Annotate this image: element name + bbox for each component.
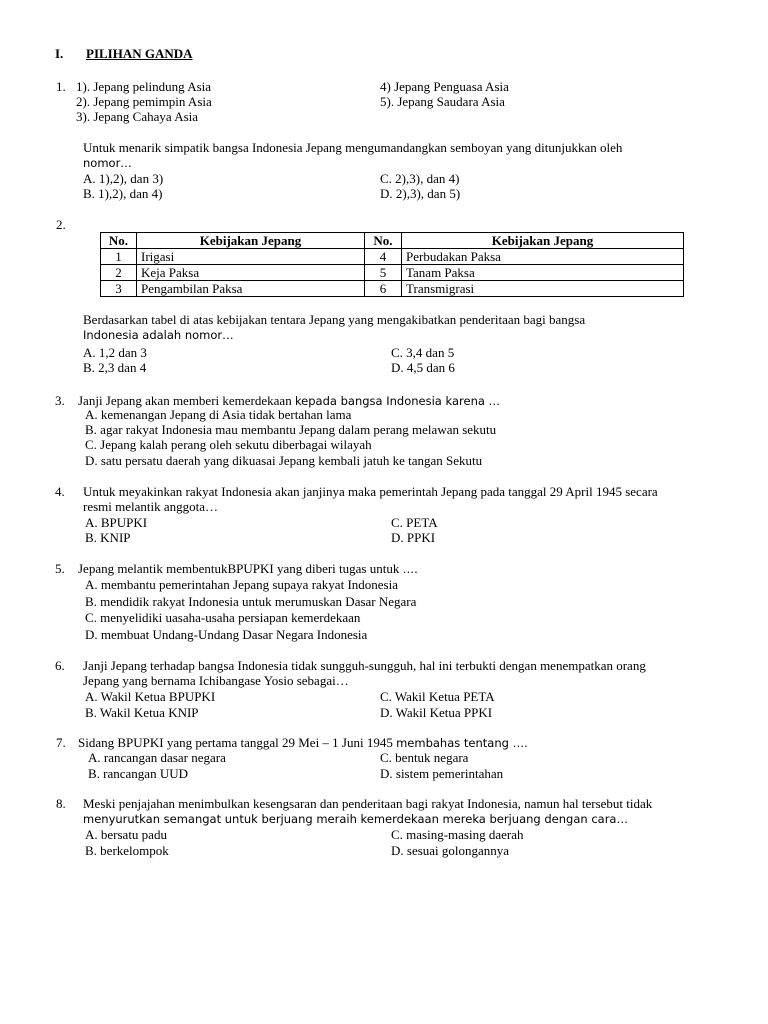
question-number: 1.: [56, 79, 66, 94]
table-cell: 4: [365, 249, 402, 265]
answer-option-b: B. Wakil Ketua KNIP: [85, 705, 199, 720]
statement-item: 5). Jepang Saudara Asia: [380, 94, 505, 109]
table-cell: Transmigrasi: [402, 281, 684, 297]
section-title: PILIHAN GANDA: [86, 46, 193, 61]
question-number: 7.: [56, 735, 66, 750]
answer-option-d: D. 2),3), dan 5): [380, 186, 461, 201]
table-header-row: [101, 233, 684, 249]
answer-option-d: D. Wakil Ketua PPKI: [380, 705, 493, 720]
table-cell: 1: [101, 249, 137, 265]
table-cell: Keja Paksa: [137, 265, 365, 281]
table-header: Kebijakan Jepang: [137, 233, 365, 249]
answer-option-c: C. masing-masing daerah: [391, 827, 524, 842]
answer-option-d: D. sistem pemerintahan: [380, 766, 504, 781]
question-text: [78, 561, 418, 577]
question-text-part: Sidang BPUPKI yang pertama tanggal 29 Mei – 1 Juni 1945: [78, 735, 397, 750]
answer-option-a: A. rancangan dasar negara: [88, 750, 226, 765]
answer-option-b: B. rancangan UUD: [88, 766, 188, 781]
question-number: 3.: [55, 393, 65, 408]
question-text-part: Jepang melantik membentukBPUPKI yang diberi tugas untuk: [78, 561, 403, 576]
table-row: [101, 249, 684, 265]
question-text-cont: [83, 499, 218, 515]
policy-table: [100, 232, 684, 297]
question-text-part: kepada bangsa Indonesia karena …: [294, 394, 501, 408]
answer-option-b: B. 1),2), dan 4): [83, 186, 163, 201]
table-row: [101, 281, 684, 297]
question-text: Untuk menarik simpatik bangsa Indonesia Jepang mengumandangkan semboyan yang ditunjukkan oleh: [83, 140, 623, 155]
table-cell: Pengambilan Paksa: [137, 281, 365, 297]
answer-option-b: B. KNIP: [85, 530, 131, 545]
answer-option-b: B. 2,3 dan 4: [83, 360, 147, 375]
answer-option-a: A. Wakil Ketua BPUPKI: [85, 689, 216, 704]
answer-option-b: B. agar rakyat Indonesia mau membantu Jepang dalam perang melawan sekutu: [85, 422, 497, 437]
question-text: [78, 735, 528, 751]
answer-option-c: C. 2),3), dan 4): [380, 171, 460, 186]
answer-option-a: A. 1,2 dan 3: [83, 345, 147, 360]
statement-item: 4) Jepang Penguasa Asia: [380, 79, 509, 94]
table-cell: 6: [365, 281, 402, 297]
table-header: Kebijakan Jepang: [402, 233, 684, 249]
question-number: 8.: [56, 796, 66, 811]
table-cell: 5: [365, 265, 402, 281]
statement-item: 1). Jepang pelindung Asia: [76, 79, 212, 94]
table-row: [101, 265, 684, 281]
statement-item: 2). Jepang pemimpin Asia: [76, 94, 212, 109]
question-text: Meski penjajahan menimbulkan kesengsaran dan penderitaan bagi rakyat Indonesia, namun hal tersebut tidak: [83, 796, 653, 811]
section-number: I.: [55, 46, 64, 61]
statement-item: 3). Jepang Cahaya Asia: [76, 109, 199, 124]
answer-option-c: C. Jepang kalah perang oleh sekutu diberbagai wilayah: [85, 437, 372, 452]
answer-option-c: C. PETA: [391, 515, 438, 530]
table-cell: 2: [101, 265, 137, 281]
question-text: Janji Jepang terhadap bangsa Indonesia tidak sungguh-sungguh, hal ini terbukti dengan menempatkan orang: [83, 658, 646, 673]
answer-option-d: D. PPKI: [391, 530, 436, 545]
question-text-cont: Indonesia adalah nomor…: [83, 328, 234, 342]
answer-option-c: C. bentuk negara: [380, 750, 469, 765]
table-header: No.: [101, 233, 137, 249]
answer-option-c: C. menyelidiki uasaha-usaha persiapan kemerdekaan: [85, 610, 361, 625]
question-text-part: membahas tentang ….: [396, 736, 528, 750]
table-cell: Irigasi: [137, 249, 365, 265]
answer-option-a: A. 1),2), dan 3): [83, 171, 164, 186]
question-number: 6.: [55, 658, 65, 673]
answer-option-d: D. 4,5 dan 6: [391, 360, 455, 375]
table-cell: Tanam Paksa: [402, 265, 684, 281]
answer-option-b: B. berkelompok: [85, 843, 169, 858]
answer-option-c: C. Wakil Ketua PETA: [380, 689, 495, 704]
question-text-part: Janji Jepang akan memberi kemerdekaan: [78, 393, 295, 408]
question-text-part: ….: [402, 562, 418, 576]
answer-option-d: D. satu persatu daerah yang dikuasai Jepang kembali jatuh ke tangan Sekutu: [85, 453, 483, 468]
question-number: 5.: [55, 561, 65, 576]
answer-option-a: A. BPUPKI: [85, 515, 148, 530]
answer-option-d: D. membuat Undang-Undang Dasar Negara Indonesia: [85, 627, 368, 642]
answer-option-a: A. membantu pemerintahan Jepang supaya rakyat Indonesia: [85, 577, 398, 592]
table-cell: 3: [101, 281, 137, 297]
table-header: No.: [365, 233, 402, 249]
question-text-part: resmi melantik anggota…: [83, 499, 219, 514]
question-text-cont: Jepang yang bernama Ichibangase Yosio sebagai…: [83, 673, 349, 688]
table-cell: Perbudakan Paksa: [402, 249, 684, 265]
question-text: Untuk meyakinkan rakyat Indonesia akan janjinya maka pemerintah Jepang pada tanggal 29 April 1945 secara: [83, 484, 658, 499]
answer-option-a: A. bersatu padu: [85, 827, 167, 842]
answer-option-c: C. 3,4 dan 5: [391, 345, 455, 360]
question-number: 2.: [56, 217, 66, 232]
question-text: Berdasarkan tabel di atas kebijakan tentara Jepang yang mengakibatkan penderitaan bagi bangsa: [83, 312, 586, 327]
answer-option-d: D. sesuai golongannya: [391, 843, 510, 858]
answer-option-b: B. mendidik rakyat Indonesia untuk merumuskan Dasar Negara: [85, 594, 417, 609]
answer-option-a: A. kemenangan Jepang di Asia tidak bertahan lama: [85, 407, 352, 422]
question-number: 4.: [55, 484, 65, 499]
question-text-cont: nomor…: [83, 156, 132, 170]
question-text-cont: menyurutkan semangat untuk berjuang meraih kemerdekaan mereka berjuang dengan cara…: [83, 812, 628, 826]
